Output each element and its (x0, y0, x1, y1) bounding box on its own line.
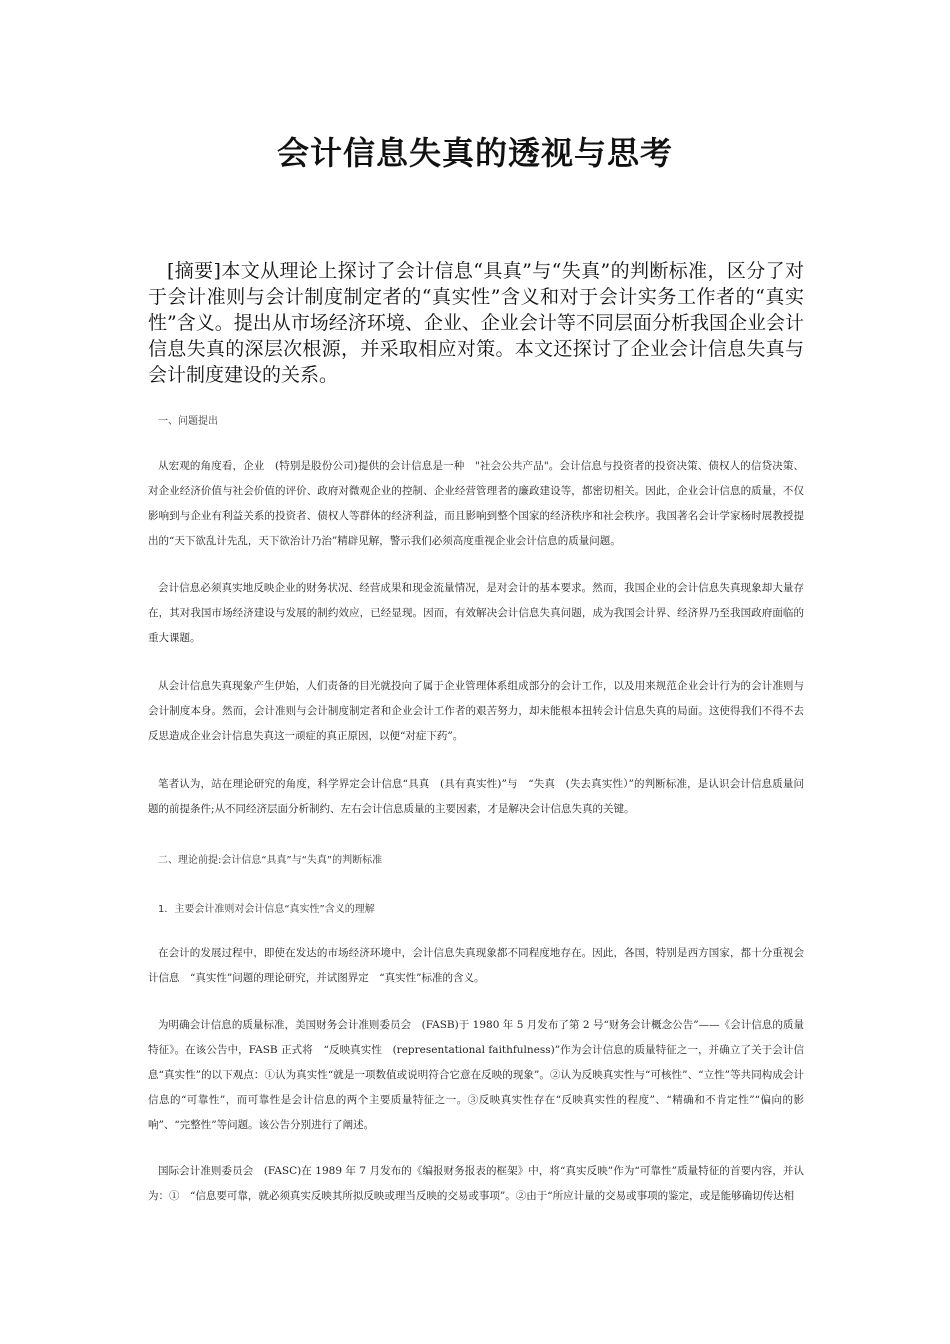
abstract-paragraph: [摘要]本文从理论上探讨了会计信息“具真”与“失真”的判断标准，区分了对于会计准则与会计制度制定者的“真实性”含义和对于会计实务工作者的“真实性”含义。提出从市场经济环境、企业、企业会计等不同层面分析我国企业会计信息失真的深层次根源，并采取相应对策。本文还探讨了企业会计信息失真与会计制度建设的关系。 (148, 260, 804, 386)
section2-paragraph-1: 在会计的发展过程中，即使在发达的市场经济环境中，会计信息失真现象都不同程度地存在。因此，各国，特别是西方国家，都十分重视会计信息 “真实性”问题的理论研究，并试图界定 “真实性”标准的含义。 (148, 947, 804, 984)
section2-paragraph-2: 为明确会计信息的质量标准，美国财务会计准则委员会 (FASB)于 1980 年 5 月发布了第 2 号“财务会计概念公告”——《会计信息的质量特征》。在该公告中，FASB 正式将 “反映真实性 (representational faithfulness)”作为会计信息的质量特征之一，并确立了关于会计信息“真实性”的以下观点：①认为真实性“就是一项数值或说明符合它意在反映的现象”。②认为反映真实性与“可核性”、“立性”等共同构成会计信息的“可靠性”，而可靠性是会计信息的两个主要质量特征之一。③反映真实性存在“反映真实性的程度”、“精确和不肯定性”“偏向的影响”、“完整性”等问题。该公告分别进行了阐述。 (148, 1019, 804, 1131)
section1-paragraph-2: 会计信息必须真实地反映企业的财务状况、经营成果和现金流量情况，是对会计的基本要求。然而，我国企业的会计信息失真现象却大量存在，其对我国市场经济建设与发展的制约效应，已经显现。因而，有效解决会计信息失真问题，成为我国会计界、经济界乃至我国政府面临的重大课题。 (148, 582, 804, 644)
section-heading-2: 二、理论前提:会计信息“具真”与“失真”的判断标准 (158, 855, 383, 866)
section1-paragraph-1: 从宏观的角度看，企业 (特别是股份公司)提供的会计信息是一种 "社会公共产品"。会计信息与投资者的投资决策、债权人的信贷决策、对企业经济价值与社会价值的评价、政府对微观企业的控制、企业经营管理者的廉政建设等，都密切相关。因此，企业会计信息的质量，不仅影响到与企业有利益关系的投资者、债权人等群体的经济利益，而且影响到整个国家的经济秩序和社会秩序。我国著名会计学家杨时展教授提出的“天下欲乱计先乱，天下欲治计乃治”精辟见解，警示我们必须高度重视企业会计信息的质量问题。 (148, 460, 804, 547)
section2-paragraph-3: 国际会计准则委员会 (FASC)在 1989 年 7 月发布的《编报财务报表的框架》中，将“真实反映”作为“可靠性”质量特征的首要内容，并认为：① “信息要可靠，就必须真实反映其所拟反映或理当反映的交易或事项”。②由于“所应计量的交易或事项的鉴定，或是能够确切传达相 (148, 1165, 804, 1202)
section1-paragraph-3: 从会计信息失真现象产生伊始，人们责备的目光就投向了属于企业管理体系组成部分的会计工作，以及用来规范企业会计行为的会计准则与会计制度本身。然而，会计准则与会计制度制定者和企业会计工作者的艰苦努力，却未能根本扭转会计信息失真的局面。这使得我们不得不去反思造成企业会计信息失真这一顽症的真正原因，以便“对症下药”。 (148, 680, 804, 742)
document-title: 会计信息失真的透视与思考 (276, 134, 673, 172)
section-heading-1: 一、问题提出 (158, 416, 218, 427)
section1-paragraph-4: 笔者认为，站在理论研究的角度，科学界定会计信息“具真 (具有真实性)”与 “失真 (失去真实性）”的判断标准，是认识会计信息质量问题的前提条件;从不同经济层面分析制约、左右会计信息质量的主要因素，才是解决会计信息失真的关键。 (148, 778, 804, 815)
subsection-heading-2-1: 1．主要会计准则对会计信息“真实性”含义的理解 (158, 904, 375, 915)
